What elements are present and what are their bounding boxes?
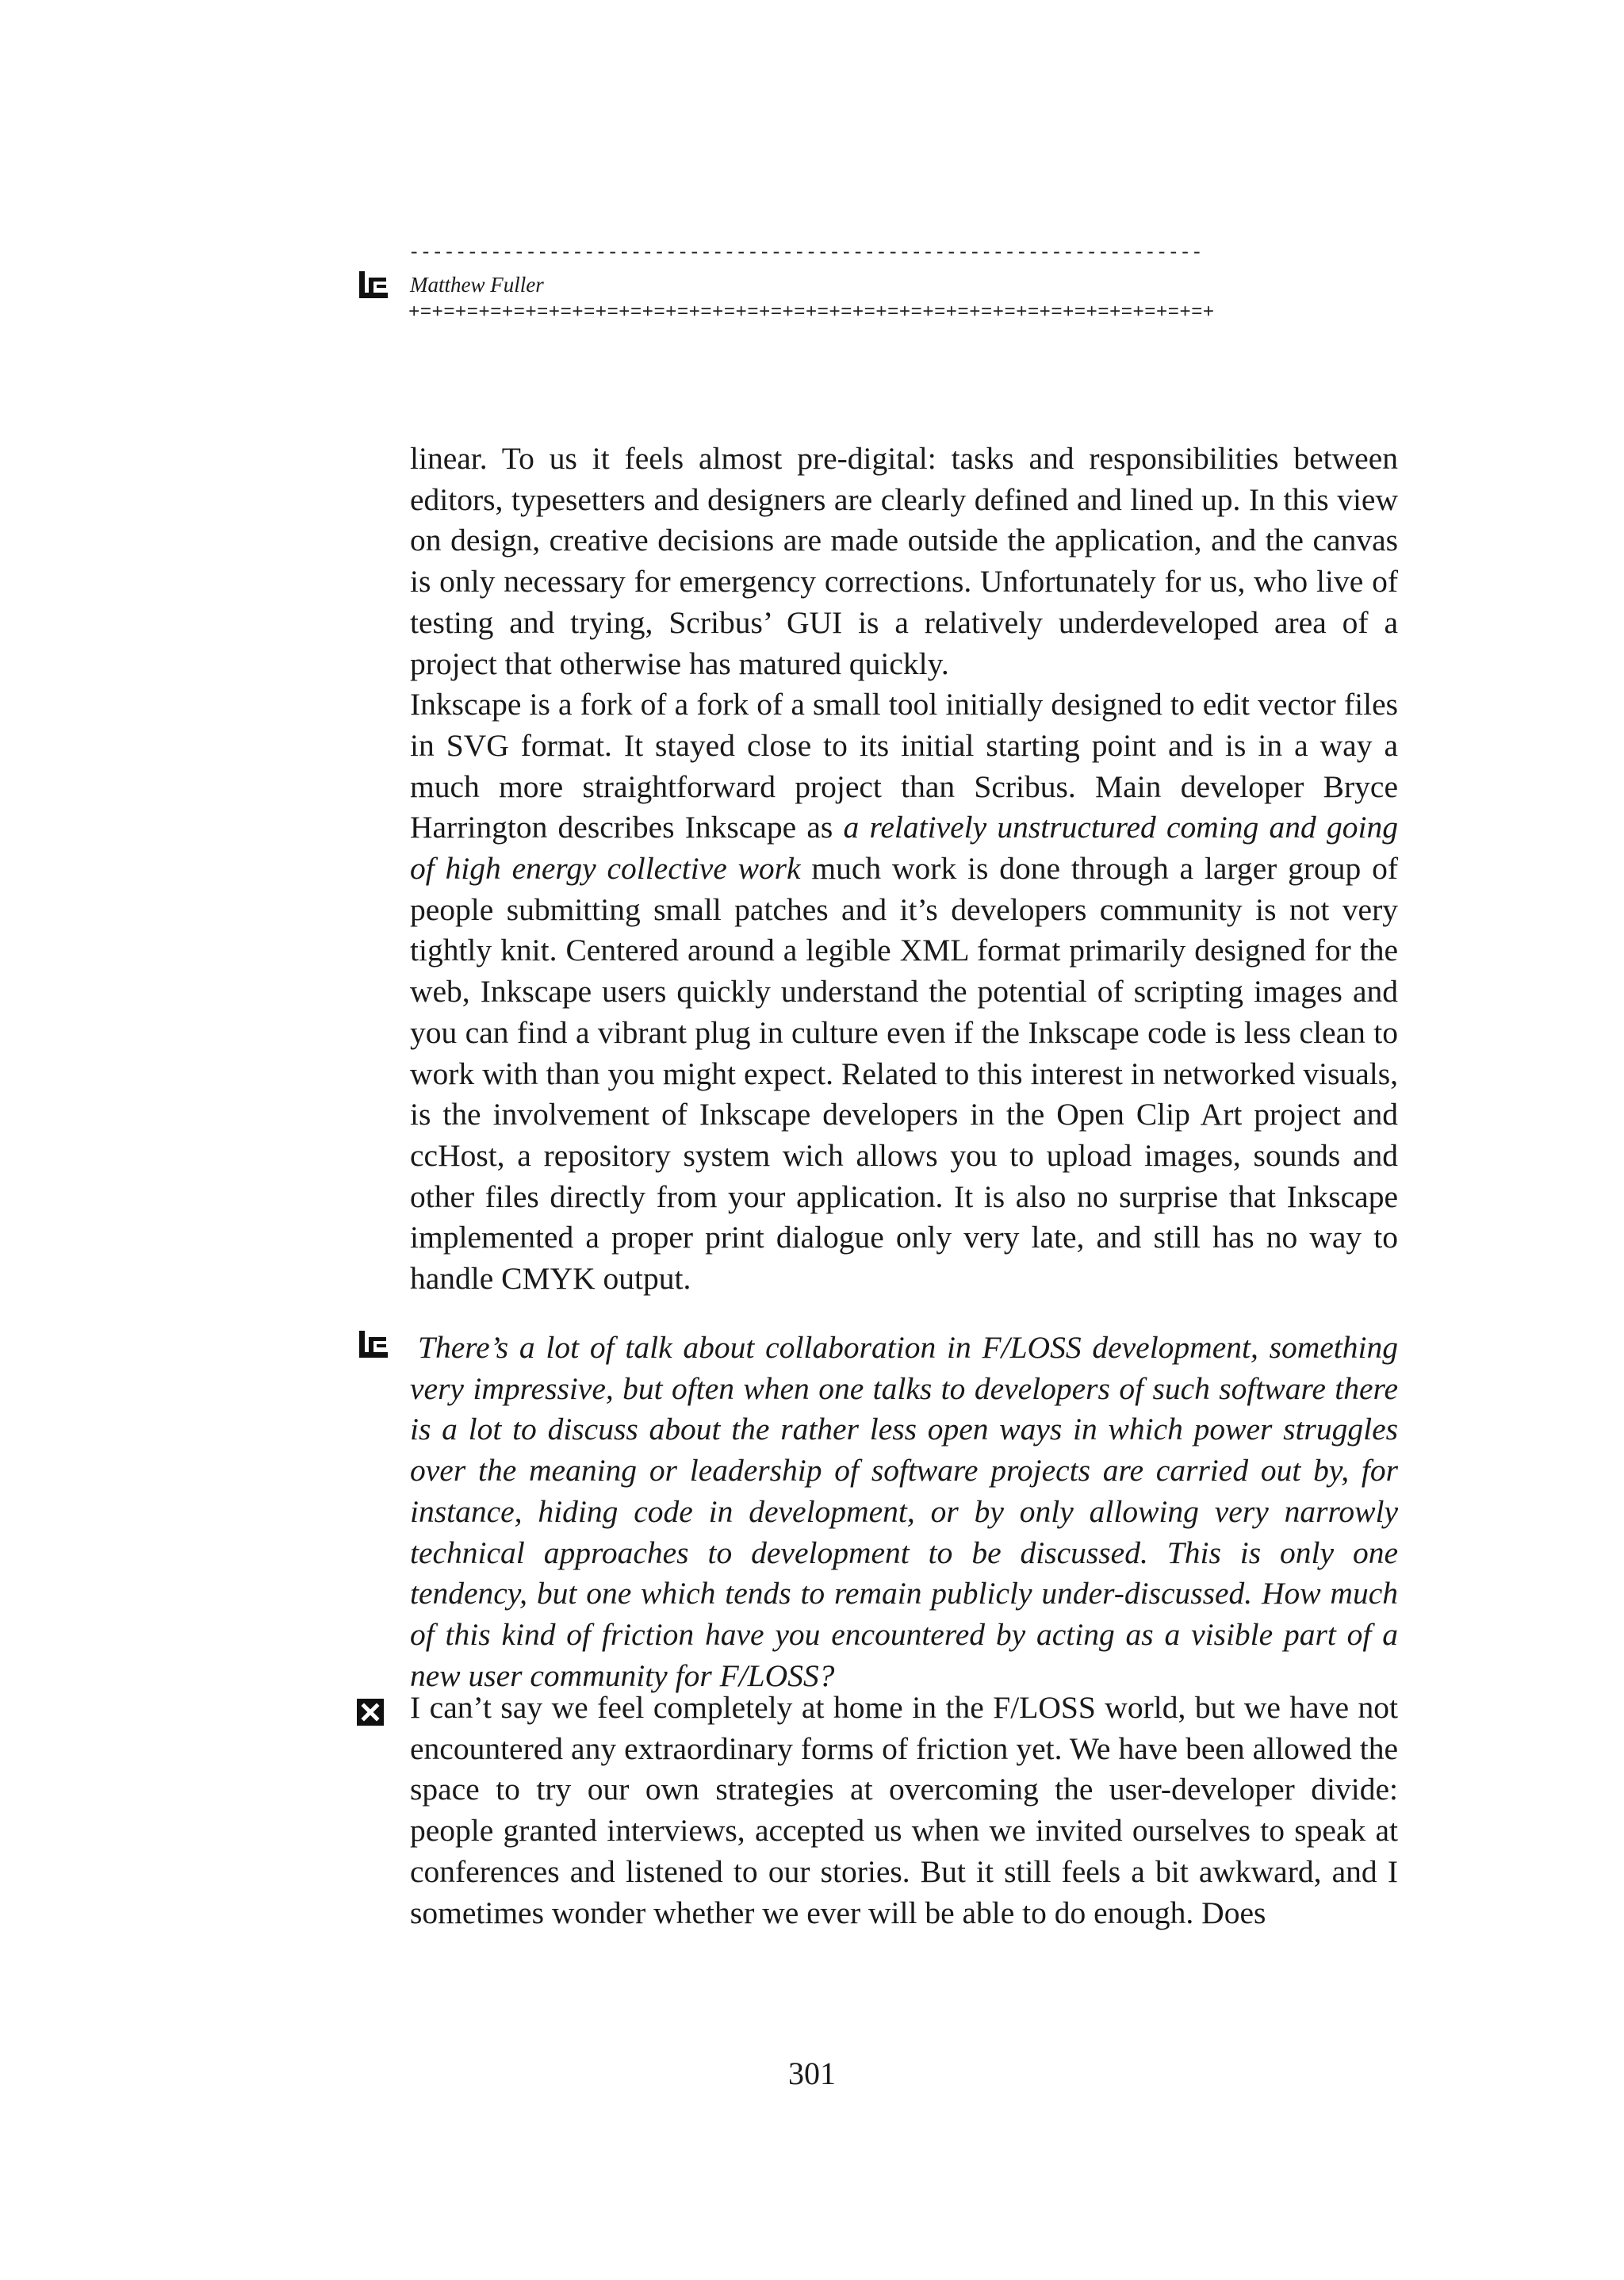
running-header-author: Matthew Fuller — [410, 273, 544, 297]
interviewer-mark-glyph — [358, 270, 389, 301]
interviewer-question: There’s a lot of talk about collaboration in F/LOSS development, something very impressive, but often when one talks to developers of such software there is a lot to discuss about the rather less open ways in which power struggles over the meaning or leadership of software projects are carried out by, for instance, hiding code in development, or by only allowing very narrowly technical approaches to development to be discussed. This is only one tendency, but one which tends to remain publicly under-discussed. How much of this kind of friction have you encountered by acting as a visible part of a new user community for F/LOSS? — [410, 1330, 1398, 1693]
page-number: 301 — [788, 2056, 836, 2091]
respondent-mark-icon — [356, 1698, 385, 1726]
respondent-answer: I can’t say we feel completely at home in the F/LOSS world, but we have not encountered any extraordinary forms of friction yet. We have been allowed the space to try our own strategies at overcoming the user-developer divide: people granted interviews, accepted us when we invited ourselves to speak at conferences and listened to our stories. But it still feels a bit awkward, and I sometimes wonder whether we ever will be able to do enough. Does — [410, 1690, 1398, 1930]
interviewer-mark-glyph — [358, 1329, 389, 1361]
paragraph-2-lead: Inkscape is a fork of a fork of a small tool initially designed to edit vector files in SVG format. It stayed close to its initial starting point and is in a way a much more straightforward project than Scribus. Main developer Bryce Harrington describes Inkscape as — [410, 687, 1398, 845]
header-rule-plus-equals: +=+=+=+=+=+=+=+=+=+=+=+=+=+=+=+=+=+=+=+=+=+=+=+=+=+=+=+=+=+=+=+=+=+=+ — [408, 302, 1215, 324]
paragraph-2-rest: much work is done through a larger group of people submitting small patches and it’s developers community is not very tightly knit. Centered around a legible XML format primarily designed for the web, Inkscape users quickly understand the potential of scripting images and you can find a vibrant plug in culture even if the Inkscape code is less clean to work with than you might expect. Related to this interest in networked visuals, is the involvement of Inkscape developers in the Open Clip Art project and ccHost, a repository system wich allows you to upload images, sounds and other files directly from your application. It is also no surprise that Inkscape implemented a proper print dialogue only very late, and still has no way to handle CMYK output. — [410, 851, 1398, 1297]
interviewer-mark-icon — [358, 270, 389, 301]
respondent-mark-glyph — [356, 1698, 385, 1726]
answer-paragraph-2 — [410, 684, 1398, 1300]
interviewer-mark-icon — [358, 1329, 389, 1361]
harrington-quote: a relatively unstructured coming and going of high energy collective work — [410, 810, 1398, 887]
answer-paragraph-1: linear. To us it feels almost pre-digital: tasks and responsibilities between editors, typesetters and designers are clearly defined and lined up. In this view on design, creative decisions are made outside the application, and the canvas is only necessary for emergency corrections. Unfortunately for us, who live of testing and trying, Scribus’ GUI is a relatively underdeveloped area of a project that otherwise has matured quickly. — [410, 441, 1398, 681]
answer-continued-block — [410, 439, 1398, 1300]
header-rule-dashed: -------------------------------------------------------------------- — [408, 243, 1203, 264]
